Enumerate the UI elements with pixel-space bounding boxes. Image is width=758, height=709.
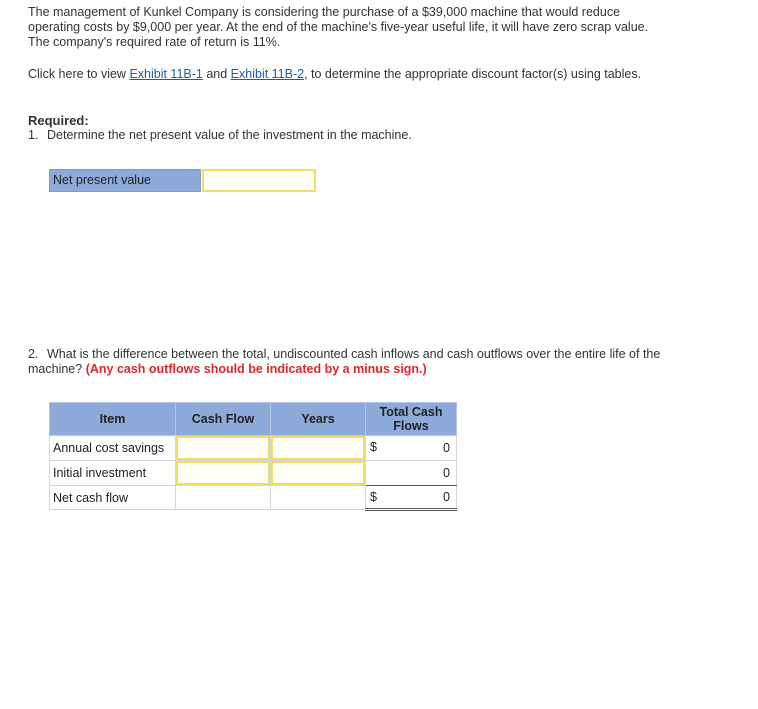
question-2-text: What is the difference between the total, undiscounted cash inflows and cash outflows over the entire life of the machine? <box>28 347 661 376</box>
header-cash-flow: Cash Flow <box>176 403 271 436</box>
header-years: Years <box>271 403 366 436</box>
dollar-sign: $ <box>370 440 377 454</box>
annual-cost-savings-cash-flow-input[interactable] <box>176 436 270 460</box>
years-cell <box>271 436 366 461</box>
initial-investment-cash-flow-input[interactable] <box>176 461 270 485</box>
total-cash-flow-cell <box>366 436 457 461</box>
total-value: 0 <box>443 466 450 480</box>
total-cash-flow-cell <box>366 486 457 510</box>
total-value: 0 <box>443 441 450 455</box>
cash-flow-cell <box>176 436 271 461</box>
total-cash-flow-cell <box>366 461 457 486</box>
row-item-label: Net cash flow <box>50 486 176 510</box>
npv-row <box>49 169 316 192</box>
table-header-row <box>50 403 457 436</box>
question-2-note: (Any cash outflows should be indicated by a minus sign.) <box>85 362 427 376</box>
header-item: Item <box>50 403 176 436</box>
years-cell <box>271 486 366 510</box>
question-1 <box>28 128 412 143</box>
table-row-annual-cost-savings <box>50 436 457 461</box>
row-item-label: Annual cost savings <box>50 436 176 461</box>
question-2-number: 2. <box>28 347 39 361</box>
exhibit-11b-1-link[interactable]: Exhibit 11B-1 <box>129 67 203 81</box>
total-value: 0 <box>443 490 450 504</box>
reference-middle: and <box>202 67 231 81</box>
table-row-net-cash-flow <box>50 486 457 510</box>
reference-suffix: , to determine the appropriate discount factor(s) using tables. <box>304 67 642 81</box>
cash-flow-cell <box>176 461 271 486</box>
npv-input[interactable] <box>202 169 316 192</box>
table-row-initial-investment <box>50 461 457 486</box>
header-total-cash-flows <box>366 403 457 436</box>
exhibit-11b-2-link[interactable]: Exhibit 11B-2 <box>230 67 305 81</box>
annual-cost-savings-years-input[interactable] <box>271 436 365 460</box>
cash-flow-table <box>49 402 457 511</box>
dollar-sign: $ <box>370 490 377 504</box>
exhibit-reference <box>28 67 658 82</box>
reference-prefix: Click here to view <box>28 67 130 81</box>
cash-flow-cell <box>176 486 271 510</box>
years-cell <box>271 461 366 486</box>
npv-label: Net present value <box>49 169 201 192</box>
initial-investment-years-input[interactable] <box>271 461 365 485</box>
required-heading: Required: <box>28 113 89 128</box>
header-total-text: Total Cash Flows <box>379 405 443 433</box>
question-1-number: 1. <box>28 128 39 142</box>
question-1-text: Determine the net present value of the investment in the machine. <box>47 128 412 142</box>
question-2 <box>28 347 668 377</box>
problem-intro: The management of Kunkel Company is considering the purchase of a $39,000 machine that would reduce operating costs by $9,000 per year. At the end of the machine's five-year useful life, it will have zero scrap value. The company's required rate of return is 11%. <box>28 5 649 49</box>
row-item-label: Initial investment <box>50 461 176 486</box>
